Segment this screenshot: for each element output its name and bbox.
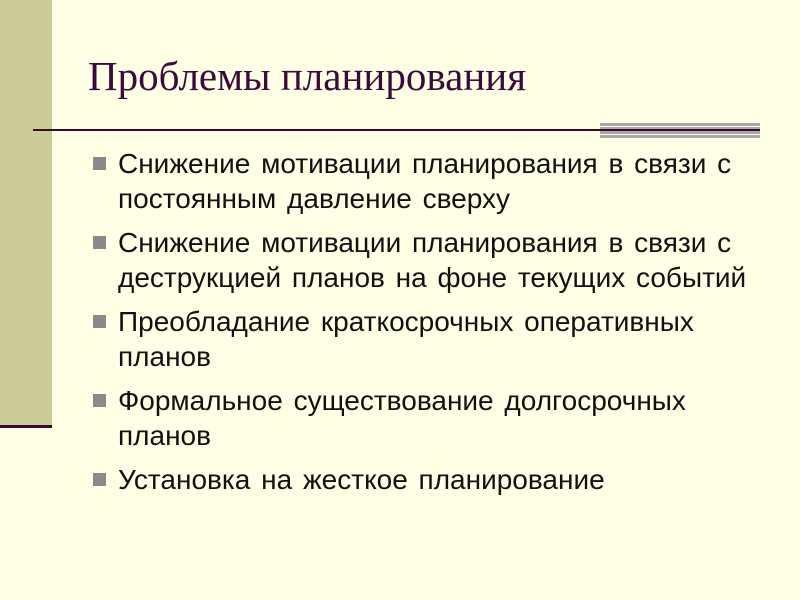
square-bullet-icon [93, 157, 106, 170]
title-underline-right [600, 129, 760, 131]
square-bullet-icon [93, 236, 106, 249]
square-bullet-icon [93, 394, 106, 407]
bullet-text: Снижение мотивации планирования в связи с постоянным давление сверху [118, 148, 732, 214]
bullet-item [90, 225, 770, 295]
bullet-item [90, 146, 770, 216]
title-underline-accent [600, 123, 760, 139]
slide-title: Проблемы планирования [88, 53, 527, 99]
bullet-item [90, 304, 770, 374]
bullet-text: Преобладание краткосрочных оперативных планов [118, 306, 694, 372]
bullet-text: Снижение мотивации планирования в связи с деструкцией планов на фоне текущих событий [118, 227, 747, 293]
title-underline [33, 129, 600, 131]
side-decor-band [0, 0, 52, 426]
bullet-text: Установка на жесткое планирование [118, 464, 605, 495]
square-bullet-icon [93, 473, 106, 486]
bullet-item [90, 462, 770, 497]
bullet-item [90, 383, 770, 453]
bullet-text: Формальное существование долгосрочных планов [118, 385, 686, 451]
square-bullet-icon [93, 315, 106, 328]
bullet-list [90, 146, 770, 506]
side-decor-line [0, 425, 52, 428]
